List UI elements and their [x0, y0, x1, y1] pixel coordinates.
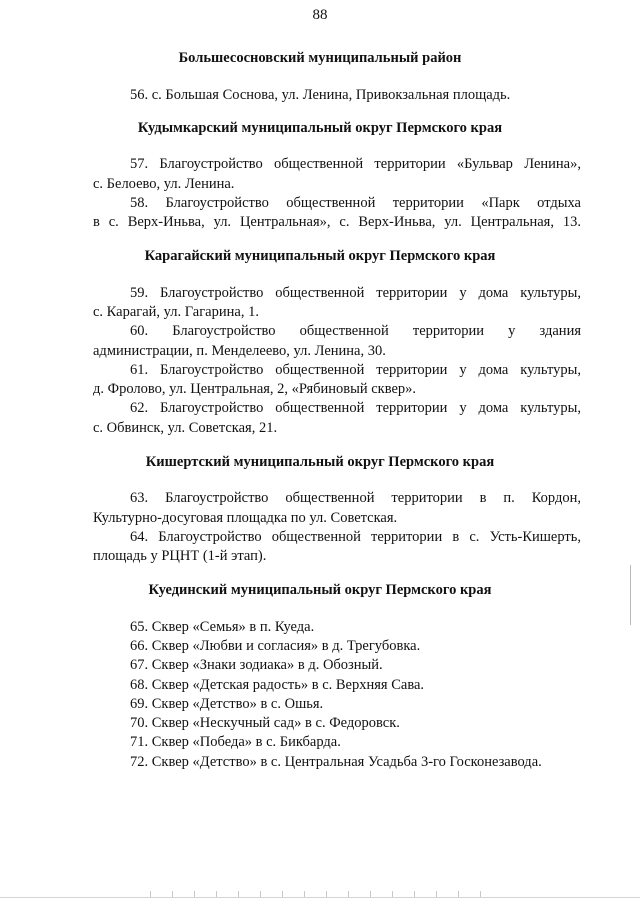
section-title-kudymkarsky: Кудымкарский муниципальный округ Пермского края — [137, 120, 503, 136]
section-title-bolshesosnovsky: Большесосновский муниципальный район — [178, 50, 462, 66]
list-item-62: 62. Благоустройство общественной территории у дома культуры, — [130, 400, 581, 416]
list-item-61-cont: д. Фролово, ул. Центральная, 2, «Рябиновый сквер». — [93, 381, 417, 397]
list-item-69: 69. Сквер «Детство» в с. Ошья. — [130, 696, 324, 712]
section-title-kishertsky: Кишертский муниципальный округ Пермского края — [145, 454, 495, 470]
list-item-60: 60. Благоустройство общественной территории у здания — [130, 323, 581, 339]
scan-bottom-rule — [0, 897, 640, 898]
list-item-66: 66. Сквер «Любви и согласия» в д. Трегубовка. — [130, 638, 421, 654]
page-number: 88 — [312, 7, 328, 23]
list-item-58: 58. Благоустройство общественной территории «Парк отдыха — [130, 195, 581, 211]
list-item-67: 67. Сквер «Знаки зодиака» в д. Обозный. — [130, 657, 383, 673]
list-item-59-cont: с. Карагай, ул. Гагарина, 1. — [93, 304, 259, 320]
list-item-72: 72. Сквер «Детство» в с. Центральная Усадьба 3-го Госконезавода. — [130, 754, 542, 770]
section-title-karagaisky: Карагайский муниципальный округ Пермского края — [144, 248, 496, 264]
list-item-58-cont: в с. Верх-Иньва, ул. Центральная», с. Верх-Иньва, ул. Центральная, 13. — [93, 214, 581, 230]
list-item-65: 65. Сквер «Семья» в п. Куеда. — [130, 619, 315, 635]
list-item-63: 63. Благоустройство общественной территории в п. Кордон, — [130, 490, 581, 506]
list-item-60-cont: администрации, п. Менделеево, ул. Ленина, 30. — [93, 343, 386, 359]
scan-edge-mark — [630, 565, 631, 625]
list-item-64: 64. Благоустройство общественной территории в с. Усть-Кишерть, — [130, 529, 581, 545]
list-item-70: 70. Сквер «Нескучный сад» в с. Федоровск. — [130, 715, 400, 731]
list-item-61: 61. Благоустройство общественной территории у дома культуры, — [130, 362, 581, 378]
list-item-71: 71. Сквер «Победа» в с. Бикбарда. — [130, 734, 341, 750]
list-item-59: 59. Благоустройство общественной территории у дома культуры, — [130, 285, 581, 301]
list-item-68: 68. Сквер «Детская радость» в с. Верхняя Сава. — [130, 677, 425, 693]
list-item-64-cont: площадь у РЦНТ (1-й этап). — [93, 548, 267, 564]
list-item-56: 56. с. Большая Соснова, ул. Ленина, Привокзальная площадь. — [130, 87, 511, 103]
list-item-62-cont: с. Обвинск, ул. Советская, 21. — [93, 420, 278, 436]
list-item-57: 57. Благоустройство общественной территории «Бульвар Ленина», — [130, 156, 581, 172]
list-item-57-cont: с. Белоево, ул. Ленина. — [93, 176, 235, 192]
section-title-kuedinsky: Куединский муниципальный округ Пермского края — [148, 582, 492, 598]
list-item-63-cont: Культурно-досуговая площадка по ул. Советская. — [93, 510, 398, 526]
